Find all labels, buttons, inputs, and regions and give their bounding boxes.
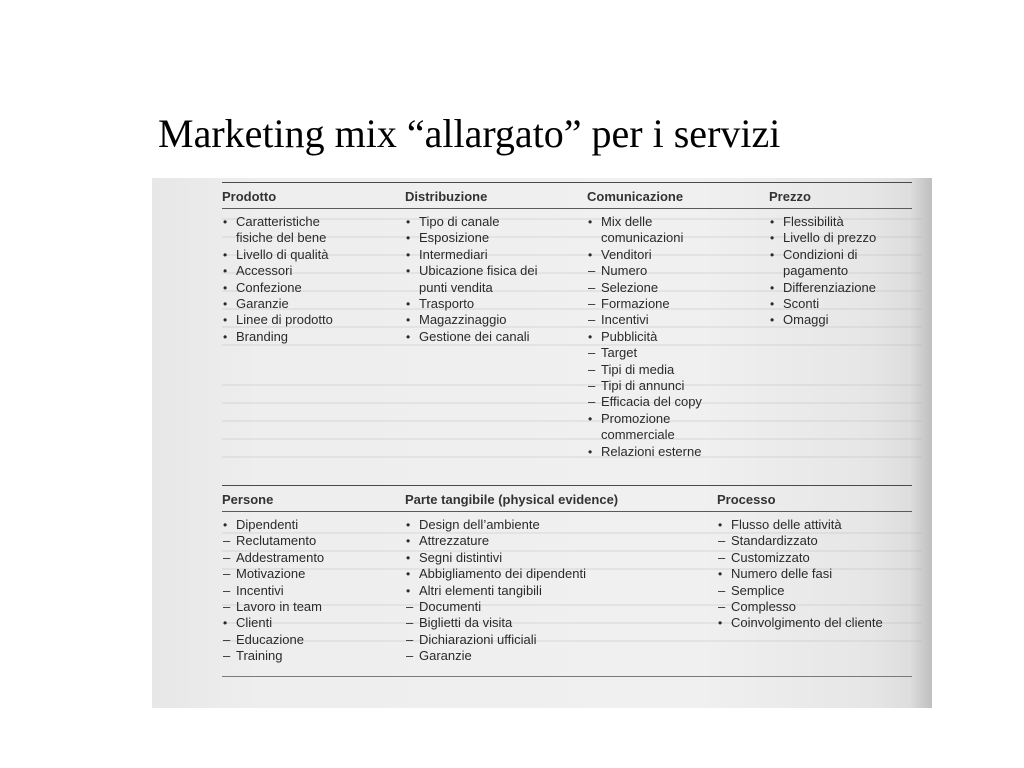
list-item: • Differenziazione	[769, 280, 912, 296]
list-item: – Lavoro in team	[222, 599, 405, 615]
table-body-row	[222, 512, 912, 665]
list-item: – Garanzie	[405, 648, 717, 664]
list-item: • Livello di qualità	[222, 247, 405, 263]
list-item: • Abbigliamento dei dipendenti	[405, 566, 717, 582]
list-item: – Reclutamento	[222, 533, 405, 549]
list-item: • Coinvolgimento del cliente	[717, 615, 912, 631]
table-body-row	[222, 209, 912, 460]
list-item: – Efficacia del copy	[587, 394, 769, 410]
list-item: – Semplice	[717, 583, 912, 599]
marketing-mix-table-top	[222, 182, 912, 460]
list-item: • Intermediari	[405, 247, 587, 263]
list-item: • Altri elementi tangibili	[405, 583, 717, 599]
list-item: • Promozione	[587, 411, 769, 427]
list-item: comunicazioni	[601, 230, 684, 246]
scanned-table-image	[152, 178, 932, 708]
column-parte-tangibile	[405, 517, 717, 665]
list-item: • Flusso delle attività	[717, 517, 912, 533]
list-item: • Venditori	[587, 247, 769, 263]
list-item: • Omaggi	[769, 312, 912, 328]
column-prezzo	[769, 214, 912, 460]
list-item: • Accessori	[222, 263, 405, 279]
list-item: – Target	[587, 345, 769, 361]
list-item: – Training	[222, 648, 405, 664]
list-item: • Sconti	[769, 296, 912, 312]
list-item: • Confezione	[222, 280, 405, 296]
marketing-mix-table-bottom	[222, 485, 912, 665]
list-item: • Caratteristiche	[222, 214, 405, 230]
header-comunicazione: Comunicazione	[587, 188, 684, 204]
list-item: • Ubicazione fisica dei	[405, 263, 587, 279]
list-item: • Garanzie	[222, 296, 405, 312]
list-item: – Numero	[587, 263, 769, 279]
list-item: – Standardizzato	[717, 533, 912, 549]
list-item: • Numero delle fasi	[717, 566, 912, 582]
list-item: • Pubblicità	[587, 329, 769, 345]
list-item: – Customizzato	[717, 550, 912, 566]
list-item: – Biglietti da visita	[405, 615, 717, 631]
list-item: fisiche del bene	[236, 230, 327, 246]
list-item: • Linee di prodotto	[222, 312, 405, 328]
list-item: • Esposizione	[405, 230, 587, 246]
list-item: – Dichiarazioni ufficiali	[405, 632, 717, 648]
list-item: • Condizioni di	[769, 247, 912, 263]
list-item: – Tipi di annunci	[587, 378, 769, 394]
list-item: – Tipi di media	[587, 362, 769, 378]
list-item: – Motivazione	[222, 566, 405, 582]
column-processo	[717, 517, 912, 665]
list-item: • Flessibilità	[769, 214, 912, 230]
list-item: • Clienti	[222, 615, 405, 631]
list-item: – Educazione	[222, 632, 405, 648]
list-item: • Trasporto	[405, 296, 587, 312]
column-distribuzione	[405, 214, 587, 460]
list-item: • Relazioni esterne	[587, 444, 769, 460]
list-item: • Gestione dei canali	[405, 329, 587, 345]
list-item: • Livello di prezzo	[769, 230, 912, 246]
list-item: • Magazzinaggio	[405, 312, 587, 328]
column-comunicazione	[587, 214, 769, 460]
column-prodotto	[222, 214, 405, 460]
list-item: punti vendita	[419, 279, 493, 295]
list-item: • Dipendenti	[222, 517, 405, 533]
list-item: pagamento	[783, 263, 849, 279]
column-persone	[222, 517, 405, 665]
list-item: – Selezione	[587, 280, 769, 296]
list-item: – Incentivi	[222, 583, 405, 599]
list-item: – Addestramento	[222, 550, 405, 566]
list-item: • Branding	[222, 329, 405, 345]
table-header-row	[222, 183, 912, 209]
header-distribuzione: Distribuzione	[405, 188, 488, 204]
list-item: • Attrezzature	[405, 533, 717, 549]
list-item: • Design dell’ambiente	[405, 517, 717, 533]
header-parte-tangibile: Parte tangibile (physical evidence)	[405, 491, 619, 507]
slide-title: Marketing mix “allargato” per i servizi	[158, 111, 781, 156]
list-item: – Formazione	[587, 296, 769, 312]
list-item: commerciale	[601, 427, 675, 443]
header-persone: Persone	[222, 491, 274, 507]
table-header-row	[222, 486, 912, 512]
table-bottom-rule	[222, 676, 912, 677]
list-item: • Tipo di canale	[405, 214, 587, 230]
list-item: • Segni distintivi	[405, 550, 717, 566]
header-prezzo: Prezzo	[769, 188, 811, 204]
header-processo: Processo	[717, 491, 776, 507]
list-item: – Documenti	[405, 599, 717, 615]
header-prodotto: Prodotto	[222, 188, 277, 204]
list-item: – Incentivi	[587, 312, 769, 328]
list-item: – Complesso	[717, 599, 912, 615]
list-item: • Mix delle	[587, 214, 769, 230]
